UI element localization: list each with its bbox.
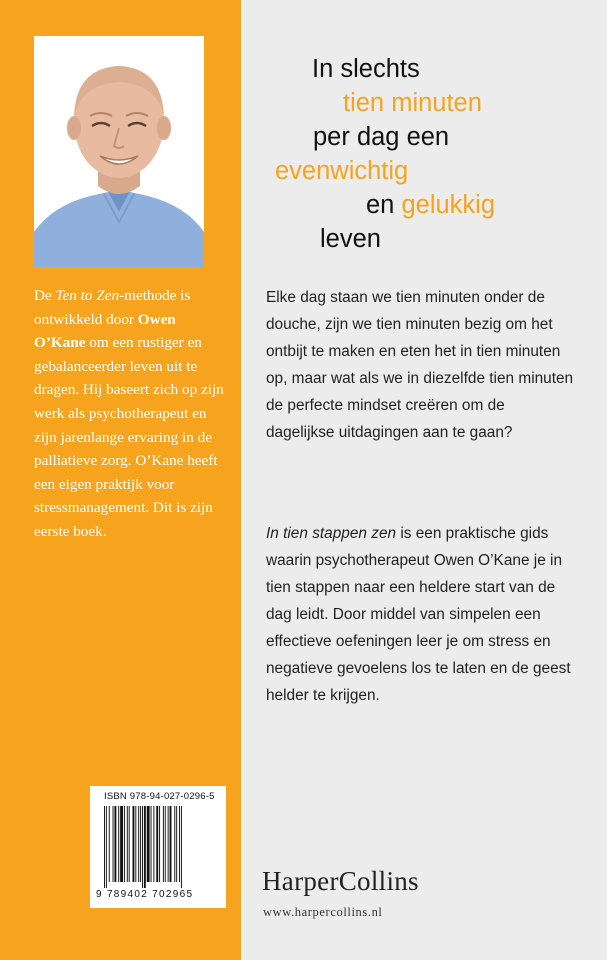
headline-highlight: evenwichtig	[275, 157, 409, 185]
barcode-bar	[153, 806, 154, 882]
barcode-bar	[120, 806, 123, 882]
headline-highlight: gelukkig	[401, 191, 496, 219]
barcode-bar	[168, 806, 169, 882]
author-portrait-icon	[34, 36, 204, 267]
barcode-bar	[176, 806, 177, 882]
barcode-bar	[156, 806, 158, 882]
barcode-bar	[118, 806, 119, 882]
barcode-bar	[124, 806, 125, 882]
barcode-icon	[104, 806, 216, 888]
headline-highlight: tien minuten	[343, 89, 482, 117]
bio-text: om een rustiger en gebalanceerder leven uit te dragen. Hij baseert zich op zijn werk als psychotherapeut en zijn jarenlange ervaring in de palliatieve zorg. O’Kane heeft een eigen praktijk voor stressmanagement. Dit is zijn eerste boek.	[34, 334, 224, 540]
barcode-bar	[181, 806, 182, 888]
barcode-bar	[133, 806, 135, 882]
book-title: In tien stappen zen	[266, 525, 397, 542]
headline-line: leven	[320, 225, 381, 253]
headline-line: In slechts	[312, 55, 420, 83]
barcode-bar	[163, 806, 164, 882]
isbn-label: ISBN 978-94-027-0296-5	[104, 791, 215, 802]
blurb-paragraph-1: Elke dag staan we tien minuten onder de douche, zijn we tien minuten bezig om het ontbijt te maken en eten het in tien minuten op, maar wat als we in diezelfde tien minuten de perfecte mindset creëren om de dagelijkse uitdagingen aan te gaan?	[266, 289, 574, 441]
method-name: Ten to Zen	[55, 287, 120, 304]
author-photo	[34, 36, 204, 267]
publisher-url: www.harpercollins.nl	[263, 905, 383, 919]
orange-panel	[0, 0, 241, 960]
barcode-bar	[147, 806, 150, 882]
barcode-bar	[142, 806, 143, 888]
blurb-text: is een praktische gids waarin psychotherapeut Owen O’Kane je in tien stappen naar een heldere start van de dag leidt. Door middel van simpelen een effectieve oefeningen leer je om stress en negatieve gevoelens los te laten en de geest helder te krijgen.	[266, 525, 571, 704]
barcode-bar	[170, 806, 172, 882]
author-name: Owen O’Kane	[34, 310, 176, 352]
barcode-bar	[159, 806, 160, 882]
headline-line: per dag een	[313, 123, 450, 151]
barcode-number: 9 789402 702965	[96, 889, 194, 900]
barcode-bar	[129, 806, 130, 882]
barcode-block	[90, 786, 226, 908]
barcode-bar	[113, 806, 114, 882]
blurb-paragraph-2	[266, 520, 576, 709]
barcode-bar	[138, 806, 139, 882]
barcode-bar	[106, 806, 107, 888]
barcode-bar	[104, 806, 105, 888]
headline-word: en	[366, 191, 395, 219]
barcode-bar	[179, 806, 180, 882]
barcode-bar	[135, 806, 136, 882]
barcode-bar	[151, 806, 152, 882]
barcode-bar	[140, 806, 141, 882]
barcode-bar	[144, 806, 146, 888]
headline-line	[310, 188, 550, 222]
bio-text: -methode is ontwikkeld door	[34, 287, 191, 328]
barcode-bar	[109, 806, 110, 882]
headline	[275, 52, 550, 256]
barcode-bar	[127, 806, 128, 882]
barcode-bar	[114, 806, 116, 882]
publisher-logo: HarperCollins	[262, 866, 419, 896]
barcode-bar	[174, 806, 175, 882]
barcode-bar	[165, 806, 166, 882]
author-bio	[34, 284, 224, 544]
bio-text: De	[34, 287, 56, 304]
